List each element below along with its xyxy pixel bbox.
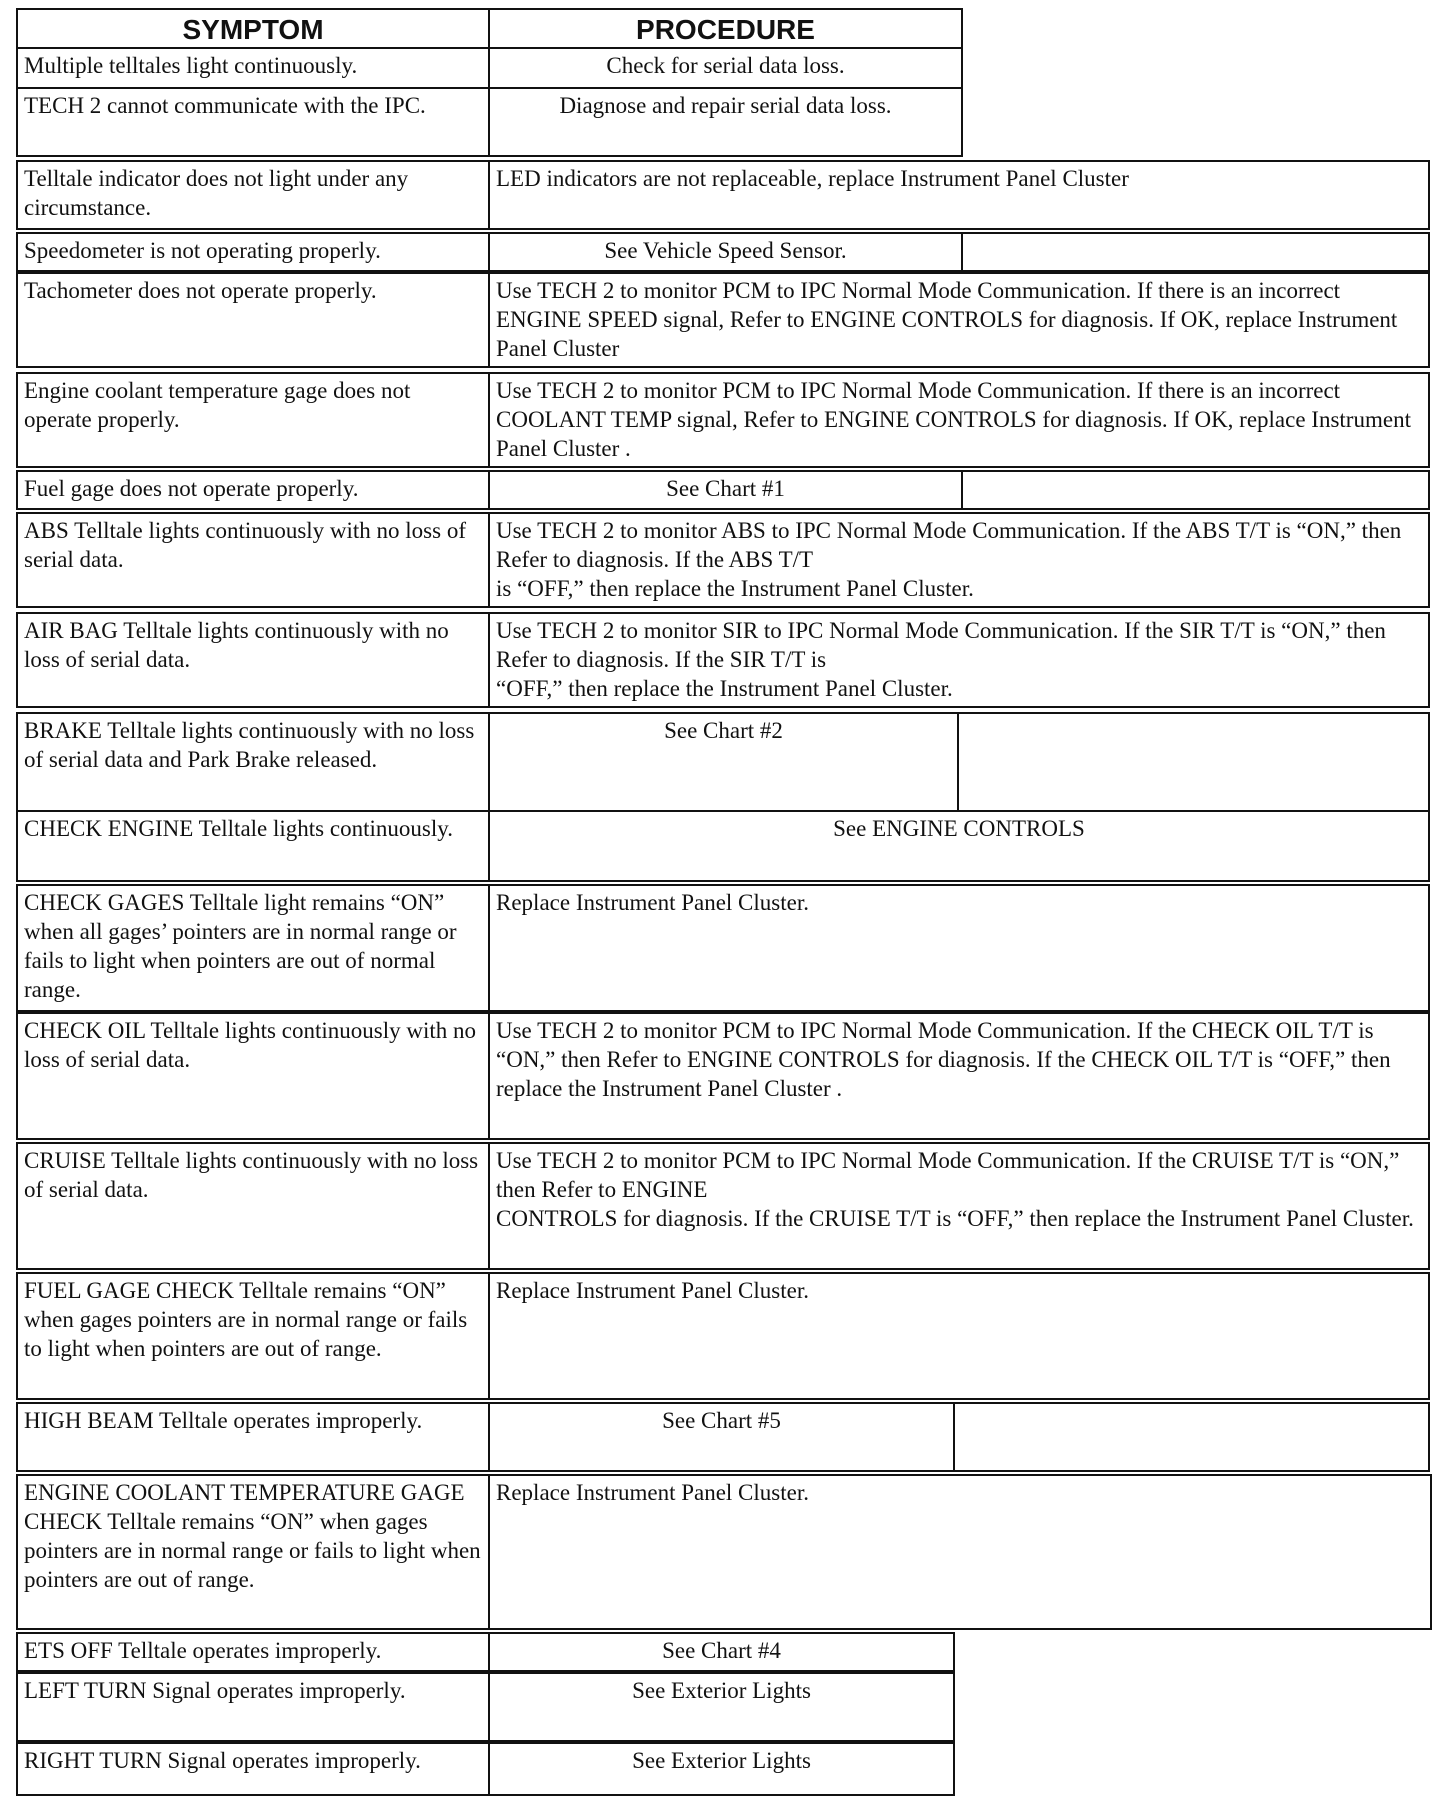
procedure-cell: Use TECH 2 to monitor SIR to IPC Normal Mode Communication. If the SIR T/T is “ON,” then Refer to diagnosis. If the SIR T/T is “OFF,” then replace the Instrument Panel Cluster.: [488, 612, 1430, 708]
symptom-cell: CRUISE Telltale lights continuously with no loss of serial data.: [16, 1142, 490, 1270]
procedure-cell: Use TECH 2 to monitor PCM to IPC Normal Mode Communication. If there is an incorrect ENGINE SPEED signal, Refer to ENGINE CONTROLS for diagnosis. If OK, replace Instrument Panel Cluster: [488, 272, 1430, 368]
symptom-cell: TECH 2 cannot communicate with the IPC.: [16, 87, 490, 157]
procedure-cell: See ENGINE CONTROLS: [488, 810, 1430, 882]
procedure-cell: Use TECH 2 to monitor PCM to IPC Normal Mode Communication. If there is an incorrect COOLANT TEMP signal, Refer to ENGINE CONTROLS for diagnosis. If OK, replace Instrument Panel Cluster .: [488, 372, 1430, 468]
symptom-cell: ENGINE COOLANT TEMPERATURE GAGE CHECK Telltale remains “ON” when gages pointers are in normal range or fails to light when pointers are out of range.: [16, 1474, 490, 1630]
procedure-cell: Use TECH 2 to monitor ABS to IPC Normal Mode Communication. If the ABS T/T is “ON,” then Refer to diagnosis. If the ABS T/T is “OFF,” then replace the Instrument Panel Cluster.: [488, 512, 1430, 608]
symptom-cell: CHECK ENGINE Telltale lights continuously.: [16, 810, 490, 882]
empty-cell: [961, 232, 1430, 272]
symptom-cell: ABS Telltale lights continuously with no loss of serial data.: [16, 512, 490, 608]
procedure-cell: Use TECH 2 to monitor PCM to IPC Normal Mode Communication. If the CRUISE T/T is “ON,” then Refer to ENGINE CONTROLS for diagnosis. If the CRUISE T/T is “OFF,” then replace the Instrument Panel Cluster.: [488, 1142, 1430, 1270]
procedure-cell: See Exterior Lights: [488, 1742, 955, 1796]
symptom-cell: Engine coolant temperature gage does not operate properly.: [16, 372, 490, 468]
symptom-cell: HIGH BEAM Telltale operates improperly.: [16, 1402, 490, 1472]
symptom-cell: Tachometer does not operate properly.: [16, 272, 490, 368]
symptom-cell: RIGHT TURN Signal operates improperly.: [16, 1742, 490, 1796]
procedure-cell: Replace Instrument Panel Cluster.: [488, 1474, 1432, 1630]
symptom-cell: BRAKE Telltale lights continuously with no loss of serial data and Park Brake released.: [16, 712, 490, 812]
procedure-cell: See Chart #5: [488, 1402, 955, 1472]
symptom-cell: LEFT TURN Signal operates improperly.: [16, 1672, 490, 1742]
procedure-cell: See Vehicle Speed Sensor.: [488, 232, 963, 272]
procedure-cell: Check for serial data loss.: [488, 47, 963, 89]
symptom-cell: Telltale indicator does not light under any circumstance.: [16, 160, 490, 230]
symptom-cell: CHECK GAGES Telltale light remains “ON” when all gages’ pointers are in normal range or fails to light when pointers are out of normal range.: [16, 884, 490, 1012]
empty-cell: [961, 470, 1430, 510]
empty-cell: [953, 1402, 1430, 1472]
symptom-cell: Fuel gage does not operate properly.: [16, 470, 490, 510]
symptom-cell: FUEL GAGE CHECK Telltale remains “ON” when gages pointers are in normal range or fails to light when pointers are out of range.: [16, 1272, 490, 1400]
procedure-cell: LED indicators are not replaceable, replace Instrument Panel Cluster: [488, 160, 1430, 230]
procedure-cell: Use TECH 2 to monitor PCM to IPC Normal Mode Communication. If the CHECK OIL T/T is “ON,” then Refer to ENGINE CONTROLS for diagnosis. If the CHECK OIL T/T is “OFF,” then replace the Instrument Panel Cluster .: [488, 1012, 1430, 1140]
procedure-cell: Replace Instrument Panel Cluster.: [488, 884, 1430, 1012]
procedure-cell: See Chart #2: [488, 712, 959, 812]
symptom-cell: Multiple telltales light continuously.: [16, 47, 490, 89]
empty-cell: [957, 712, 1430, 812]
procedure-cell: See Chart #4: [488, 1632, 955, 1672]
symptom-cell: CHECK OIL Telltale lights continuously with no loss of serial data.: [16, 1012, 490, 1140]
header-symptom: SYMPTOM: [16, 8, 490, 49]
procedure-cell: Replace Instrument Panel Cluster.: [488, 1272, 1430, 1400]
procedure-cell: See Chart #1: [488, 470, 963, 510]
symptom-cell: AIR BAG Telltale lights continuously with no loss of serial data.: [16, 612, 490, 708]
procedure-cell: See Exterior Lights: [488, 1672, 955, 1742]
procedure-cell: Diagnose and repair serial data loss.: [488, 87, 963, 157]
symptom-cell: Speedometer is not operating properly.: [16, 232, 490, 272]
symptom-cell: ETS OFF Telltale operates improperly.: [16, 1632, 490, 1672]
header-procedure: PROCEDURE: [488, 8, 963, 49]
